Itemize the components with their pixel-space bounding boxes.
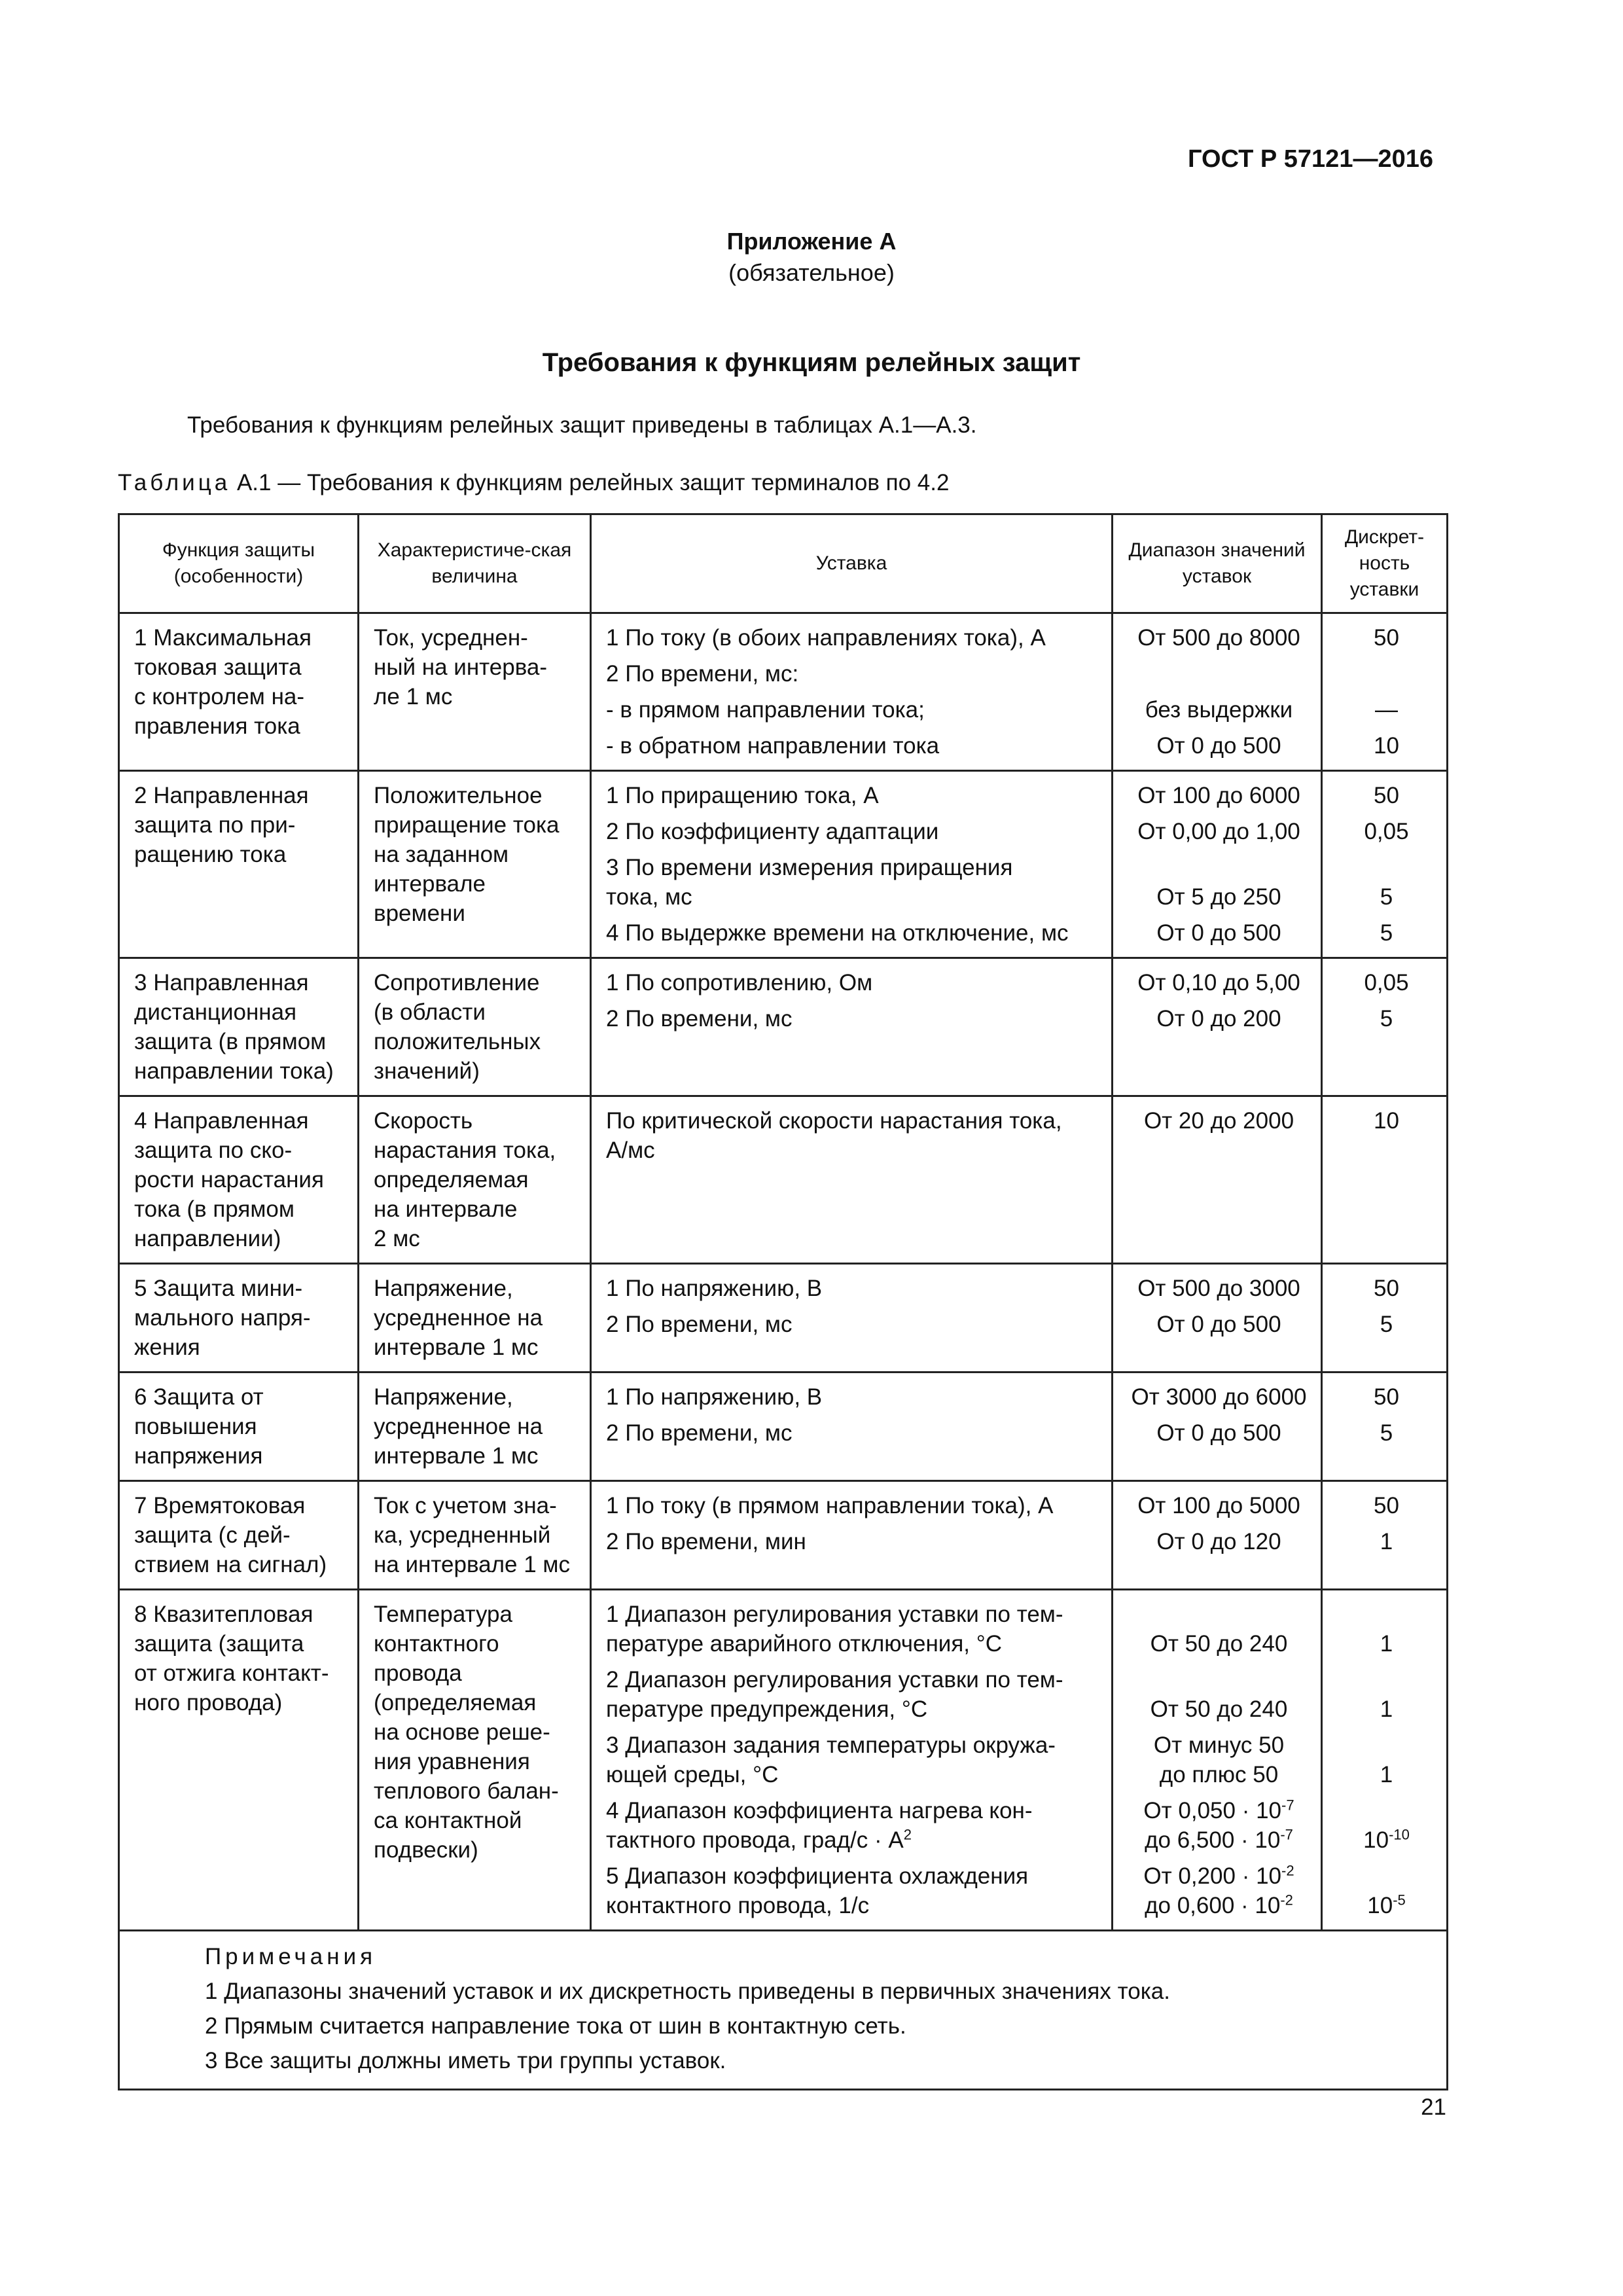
notes-row — [119, 1931, 1448, 2090]
range-value: От 100 до 5000 — [1137, 1493, 1300, 1518]
discreteness-value: — — [1375, 697, 1398, 723]
setting-item-cont: контактного провода, 1/с — [606, 1893, 870, 1918]
setting-item: 3 По времени измерения приращения тока, мс — [606, 855, 1013, 910]
discreteness-value: 50 — [1374, 625, 1399, 651]
setting-item: 1 Диапазон регулирования уставки по тем- пературе аварийного отключения, °С — [606, 1602, 1063, 1657]
section-title: Требования к функциям релейных защит — [542, 348, 1081, 377]
function-cell: 6 Защита от повышения напряжения — [134, 1384, 264, 1469]
function-cell: 3 Направленная дистанционная защита (в прямом направлении тока) — [134, 970, 334, 1084]
note-item: 2 Прямым считается направление тока от шин в контактную сеть. — [205, 2013, 906, 2039]
setting-item: - в обратном направлении тока — [606, 733, 940, 759]
range-value: От 0 до 500 — [1156, 1420, 1281, 1446]
discreteness-value: 50 — [1374, 1384, 1399, 1410]
intro-paragraph: Требования к функциям релейных защит приведены в таблицах А.1—А.3. — [187, 412, 977, 438]
function-cell: 1 Максимальная токовая защита с контролем на- правления тока — [134, 625, 312, 739]
discreteness-value: 10 — [1374, 733, 1399, 759]
header-characteristic: Характеристиче-ская величина — [359, 514, 591, 613]
header-setting: Уставка — [591, 514, 1113, 613]
table-row — [119, 1590, 1448, 1931]
setting-item: - в прямом направлении тока; — [606, 697, 925, 723]
setting-item: 4 По выдержке времени на отключение, мс — [606, 920, 1069, 946]
characteristic-cell: Положительное приращение тока на заданном интервале времени — [374, 783, 560, 926]
discreteness-value: 1 — [1380, 1529, 1393, 1554]
function-cell: 2 Направленная защита по при- ращению тока — [134, 783, 309, 867]
discreteness-value: 10 — [1374, 1108, 1399, 1134]
range-value: От $0,200 \cdot 10^{-2}$ — [1143, 1862, 1294, 1889]
table-row — [119, 958, 1448, 1096]
setting-item: 2 По коэффициенту адаптации — [606, 819, 939, 844]
setting-item: 1 По току (в обоих направлениях тока), А — [606, 625, 1046, 651]
function-cell: 7 Времятоковая защита (с дей- ствием на сигнал) — [134, 1493, 327, 1577]
discreteness-value: 50 — [1374, 783, 1399, 808]
table-row — [119, 1481, 1448, 1590]
table-row — [119, 1096, 1448, 1264]
range-value: От 500 до 8000 — [1137, 625, 1300, 651]
setting-item-cont: тактного провода, град/с · $А^2$ — [606, 1826, 912, 1853]
setting-item: 1 По току (в прямом направлении тока), А — [606, 1493, 1054, 1518]
discreteness-value: 5 — [1380, 884, 1393, 910]
range-value: От 0 до 500 — [1156, 1312, 1281, 1337]
range-value: От 0 до 500 — [1156, 733, 1281, 759]
characteristic-cell: Ток, усреднен- ный на интерва- ле 1 мс — [374, 625, 548, 709]
discreteness-value: 5 — [1380, 1312, 1393, 1337]
table-header-row — [119, 514, 1448, 613]
setting-item: 2 По времени, мс — [606, 1312, 793, 1337]
discreteness-value: 50 — [1374, 1276, 1399, 1301]
discreteness-value: $10^{-5}$ — [1367, 1892, 1406, 1918]
requirements-table — [118, 513, 1448, 2090]
setting-item: 2 По времени, мс: — [606, 661, 799, 687]
discreteness-value: 5 — [1380, 1420, 1393, 1446]
setting-item: По критической скорости нарастания тока, А/мс — [606, 1108, 1062, 1163]
header-function: Функция защиты (особенности) — [119, 514, 359, 613]
setting-item: 1 По напряжению, В — [606, 1384, 823, 1410]
range-value: От 0 до 500 — [1156, 920, 1281, 946]
table-caption — [118, 470, 949, 496]
characteristic-cell: Температура контактного провода (определяемая на основе реше- ния уравнения теплового балан- са контактной подвески) — [374, 1602, 559, 1863]
range-value: От 500 до 3000 — [1137, 1276, 1300, 1301]
appendix-title: Приложение А — [726, 228, 897, 255]
table-row — [119, 771, 1448, 958]
range-value: без выдержки — [1145, 697, 1293, 723]
characteristic-cell: Напряжение, усредненное на интервале 1 мс — [374, 1276, 543, 1360]
appendix-status: (обязательное) — [728, 259, 895, 286]
note-item: 1 Диапазоны значений уставок и их дискретность приведены в первичных значениях тока. — [205, 1979, 1170, 2004]
notes-heading: Примечания — [205, 1944, 377, 1969]
characteristic-cell: Напряжение, усредненное на интервале 1 мс — [374, 1384, 543, 1469]
range-value: От минус 50 — [1153, 1732, 1285, 1758]
function-cell: 8 Квазитепловая защита (защита от отжига контакт- ного провода) — [134, 1602, 329, 1715]
setting-item: 2 Диапазон регулирования уставки по тем- пературе предупреждения, °С — [606, 1667, 1063, 1722]
setting-item: 2 По времени, мс — [606, 1420, 793, 1446]
header-range: Диапазон значений уставок — [1113, 514, 1322, 613]
range-value: От $0,050 \cdot 10^{-7}$ — [1143, 1797, 1294, 1823]
discreteness-value: 50 — [1374, 1493, 1399, 1518]
range-value: От 5 до 250 — [1156, 884, 1281, 910]
table-row — [119, 1264, 1448, 1372]
range-value: От 50 до 240 — [1150, 1631, 1288, 1657]
discreteness-value: 5 — [1380, 1006, 1393, 1031]
range-value: до $0,600 \cdot 10^{-2}$ — [1145, 1892, 1293, 1918]
characteristic-cell: Ток с учетом зна- ка, усредненный на интервале 1 мс — [374, 1493, 570, 1577]
table-row — [119, 613, 1448, 771]
setting-item: 1 По сопротивлению, Ом — [606, 970, 873, 996]
table-row — [119, 1372, 1448, 1481]
setting-item: 3 Диапазон задания температуры окружа- ющей среды, °С — [606, 1732, 1056, 1787]
range-value: до $6,500 \cdot 10^{-7}$ — [1145, 1826, 1293, 1853]
range-value: От 0 до 200 — [1156, 1006, 1281, 1031]
range-value: От 3000 до 6000 — [1131, 1384, 1307, 1410]
function-cell: 4 Направленная защита по ско- рости нарастания тока (в прямом направлении) — [134, 1108, 324, 1251]
page-number: 21 — [1421, 2094, 1446, 2120]
table-caption-prefix: Таблица — [118, 470, 231, 495]
discreteness-value: 1 — [1380, 1696, 1393, 1722]
range-value: От 100 до 6000 — [1137, 783, 1300, 808]
discreteness-value: 5 — [1380, 920, 1393, 946]
setting-item: 2 По времени, мс — [606, 1006, 793, 1031]
range-value: От 0,00 до 1,00 — [1137, 819, 1300, 844]
range-value: От 50 до 240 — [1150, 1696, 1288, 1722]
function-cell: 5 Защита мини- мального напря- жения — [134, 1276, 311, 1360]
characteristic-cell: Сопротивление (в области положительных значений) — [374, 970, 541, 1084]
setting-item: 2 По времени, мин — [606, 1529, 806, 1554]
characteristic-cell: Скорость нарастания тока, определяемая на интервале 2 мс — [374, 1108, 556, 1251]
range-value: От 0,10 до 5,00 — [1137, 970, 1300, 996]
range-value: От 0 до 120 — [1156, 1529, 1281, 1554]
range-value: до плюс 50 — [1159, 1762, 1279, 1787]
setting-item: 1 По приращению тока, А — [606, 783, 879, 808]
setting-item: 1 По напряжению, В — [606, 1276, 823, 1301]
note-item: 3 Все защиты должны иметь три группы уставок. — [205, 2048, 726, 2073]
document-code: ГОСТ Р 57121—2016 — [1188, 145, 1433, 173]
setting-item: 4 Диапазон коэффициента нагрева кон- — [606, 1798, 1033, 1823]
discreteness-value: 1 — [1380, 1631, 1393, 1657]
discreteness-value: 0,05 — [1364, 970, 1409, 996]
discreteness-value: 1 — [1380, 1762, 1393, 1787]
header-discreteness: Дискрет-ность уставки — [1322, 514, 1448, 613]
discreteness-value: 0,05 — [1364, 819, 1409, 844]
table-caption-text: А.1 — Требования к функциям релейных защит терминалов по 4.2 — [230, 470, 950, 495]
range-value: От 20 до 2000 — [1143, 1108, 1294, 1134]
discreteness-value: $10^{-10}$ — [1363, 1826, 1410, 1853]
setting-item: 5 Диапазон коэффициента охлаждения — [606, 1863, 1029, 1889]
